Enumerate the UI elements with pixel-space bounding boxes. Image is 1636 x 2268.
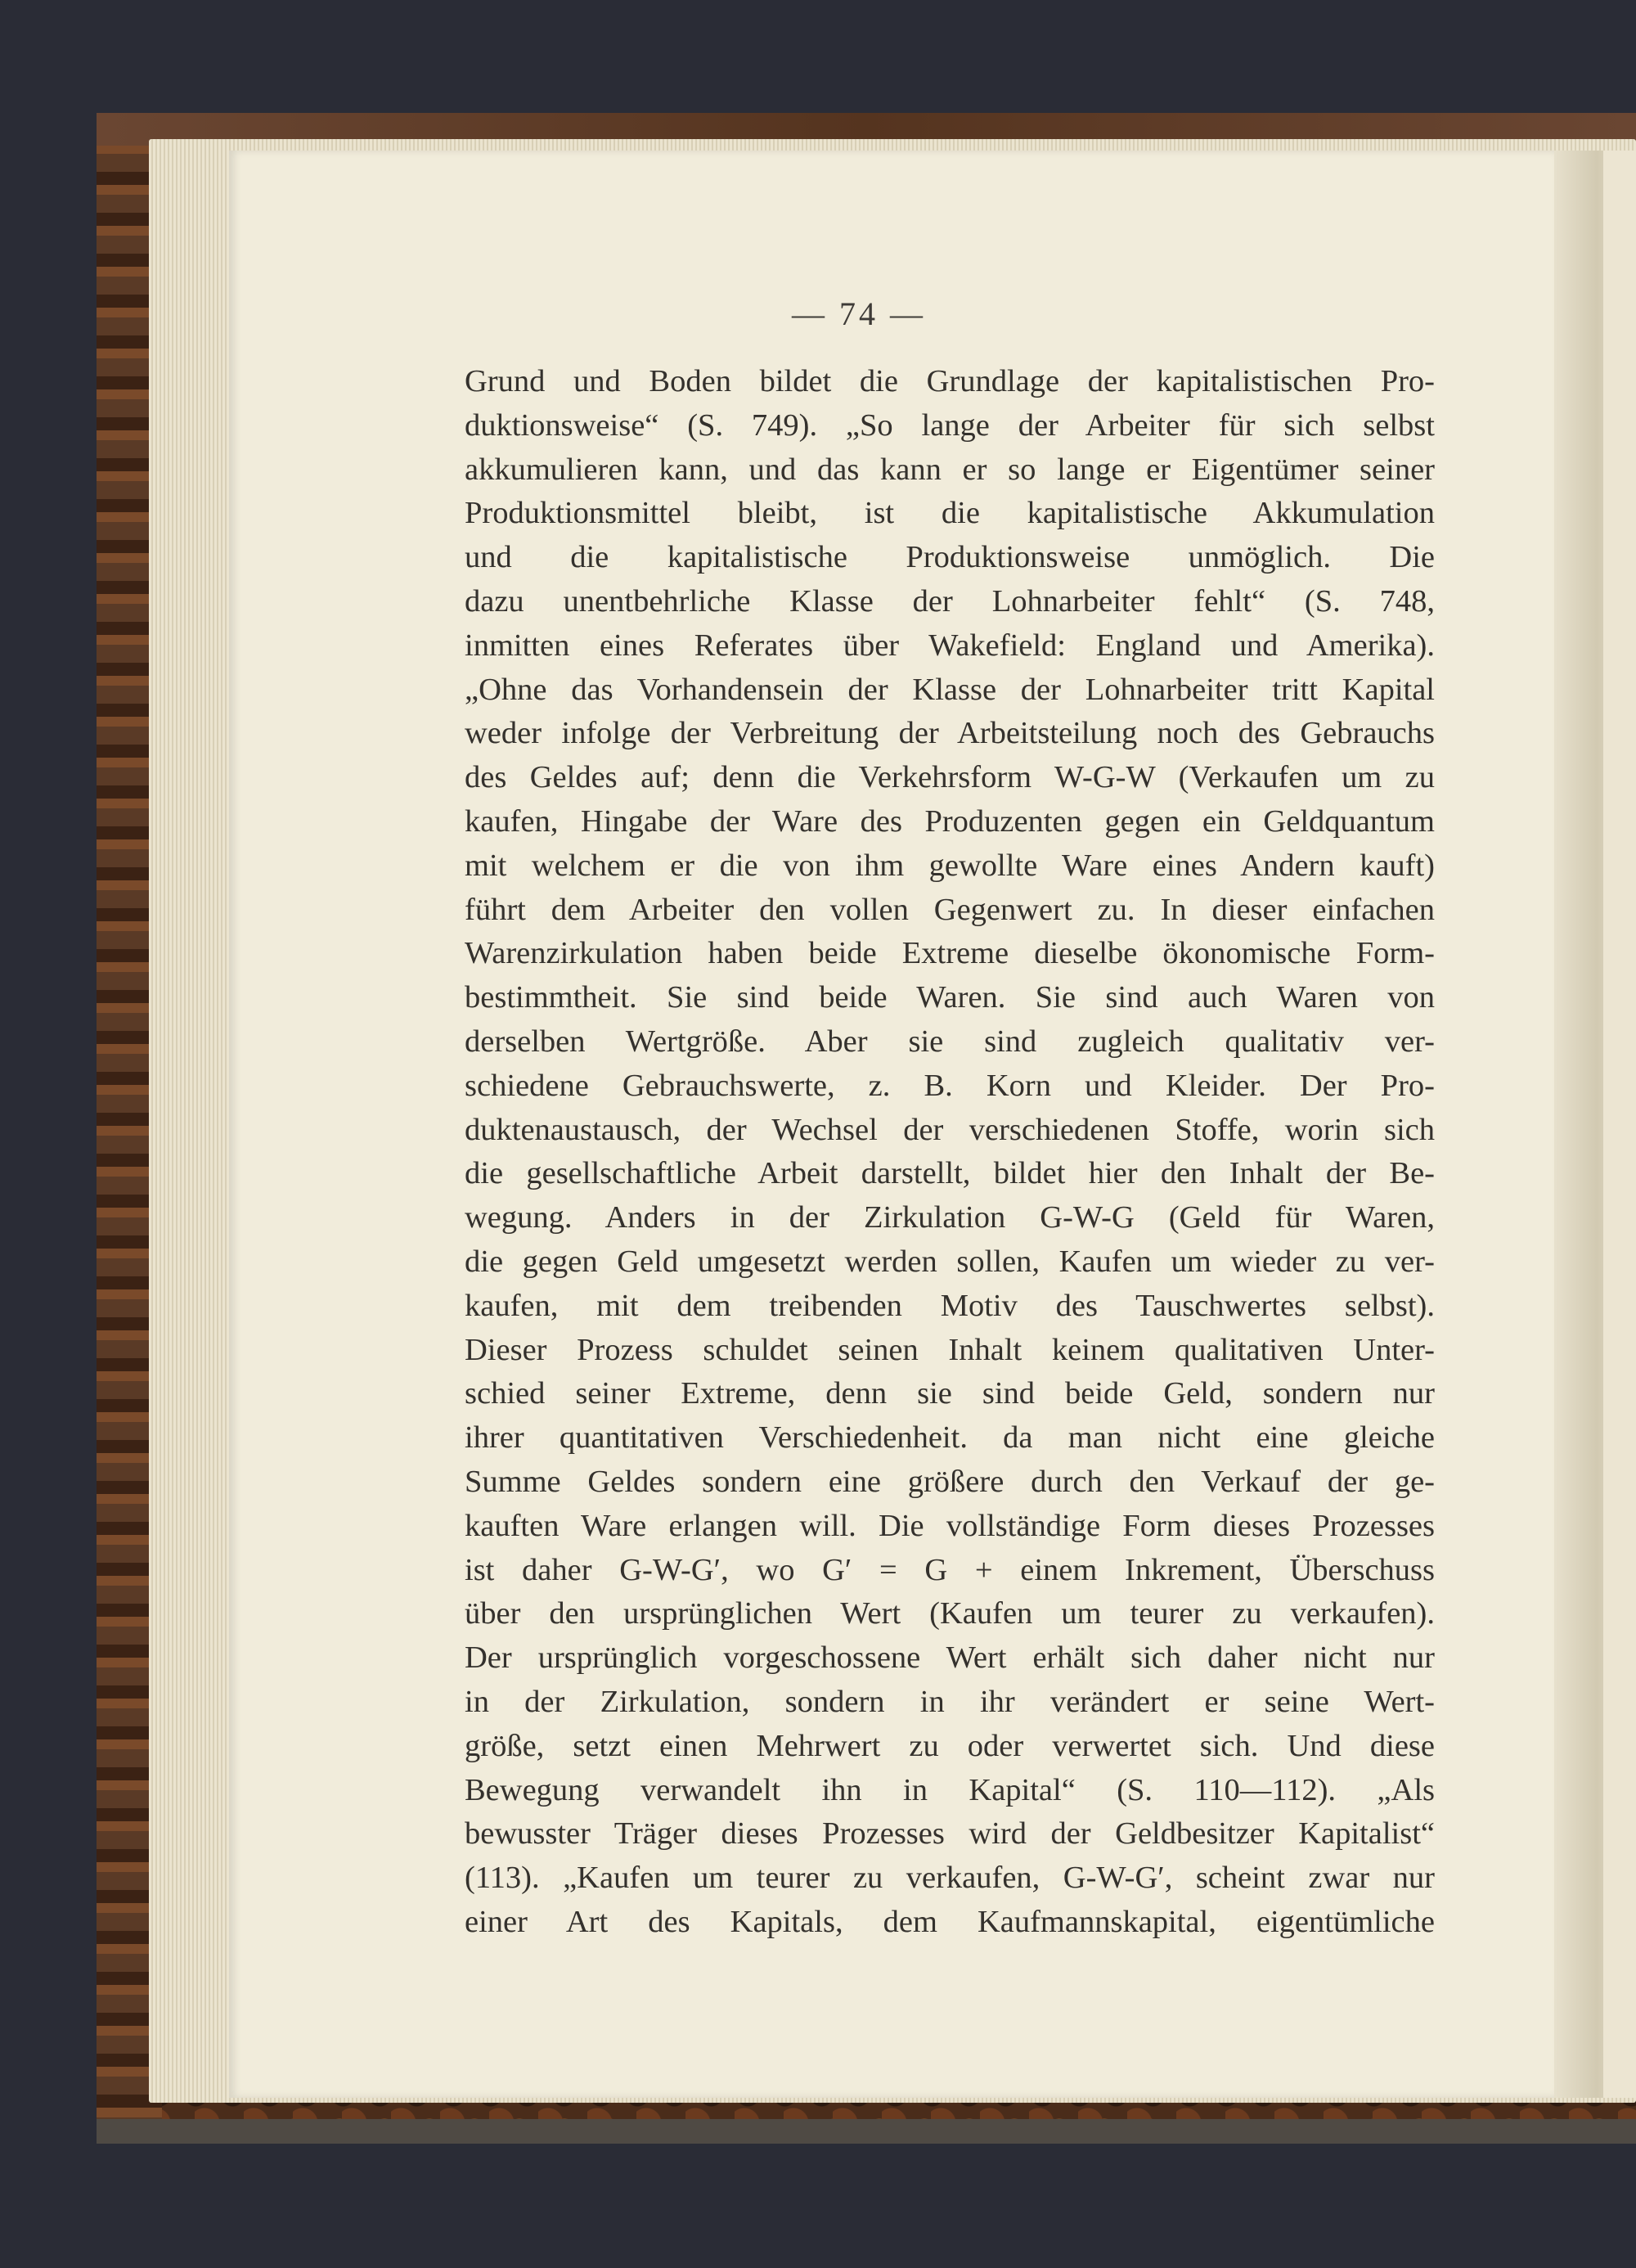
text-line: „Ohne das Vorhandensein der Klasse der Lohnarbeiter tritt Kapital <box>465 672 1435 707</box>
text-line: dazu unentbehrliche Klasse der Lohnarbeiter fehlt“ (S. 748, <box>465 583 1435 619</box>
cover-bottom-edge <box>97 2119 1636 2144</box>
text-line: duktenaustausch, der Wechsel der verschiedenen Stoffe, worin sich <box>465 1112 1435 1147</box>
text-line: führt dem Arbeiter den vollen Gegenwert zu. In dieser einfachen <box>465 892 1435 927</box>
text-line: des Geldes auf; denn die Verkehrsform W-G-W (Verkaufen um zu <box>465 760 1435 795</box>
text-line: duktionsweise“ (S. 749). „So lange der Arbeiter für sich selbst <box>465 407 1435 443</box>
text-line: mit welchem er die von ihm gewollte Ware eines Andern kauft) <box>465 848 1435 883</box>
text-line: schied seiner Extreme, denn sie sind beide Geld, sondern nur <box>465 1376 1435 1411</box>
text-line: kaufen, mit dem treibenden Motiv des Tauschwertes selbst). <box>465 1288 1435 1323</box>
page-number: — 74 — <box>792 295 926 332</box>
text-line: Bewegung verwandelt ihn in Kapital“ (S. 110—112). „Als <box>465 1772 1435 1807</box>
text-line: Summe Geldes sondern eine größere durch den Verkauf der ge- <box>465 1464 1435 1499</box>
text-line: bestimmtheit. Sie sind beide Waren. Sie sind auch Waren von <box>465 980 1435 1015</box>
text-line: die gesellschaftliche Arbeit darstellt, bildet hier den Inhalt der Be- <box>465 1156 1435 1191</box>
text-line: weder infolge der Verbreitung der Arbeitsteilung noch des Gebrauchs <box>465 716 1435 751</box>
text-line: größe, setzt einen Mehrwert zu oder verwertet sich. Und diese <box>465 1728 1435 1763</box>
body-text <box>465 360 1435 1945</box>
text-line: inmitten eines Referates über Wakefield: England und Amerika). <box>465 628 1435 663</box>
text-line: über den ursprünglichen Wert (Kaufen um teurer zu verkaufen). <box>465 1596 1435 1631</box>
text-line: ist daher G-W-G′, wo G′ = G + einem Inkrement, Überschuss <box>465 1552 1435 1587</box>
text-line: Grund und Boden bildet die Grundlage der kapitalistischen Pro- <box>465 364 1435 398</box>
text-line: (113). „Kaufen um teurer zu verkaufen, G-W-G′, scheint zwar nur <box>465 1861 1435 1896</box>
text-line: Dieser Prozess schuldet seinen Inhalt keinem qualitativen Unter- <box>465 1332 1435 1367</box>
text-line: kaufen, Hingabe der Ware des Produzenten gegen ein Geldquantum <box>465 803 1435 839</box>
text-line: schiedene Gebrauchswerte, z. B. Korn und Kleider. Der Pro- <box>465 1068 1435 1103</box>
text-line: Warenzirkulation haben beide Extreme dieselbe ökonomische Form- <box>465 936 1435 971</box>
text-line: einer Art des Kapitals, dem Kaufmannskapital, eigentümliche <box>465 1904 1435 1939</box>
text-line: und die kapitalistische Produktionsweise unmöglich. Die <box>465 540 1435 575</box>
text-line: in der Zirkulation, sondern in ihr verändert er seine Wert- <box>465 1684 1435 1719</box>
text-line: die gegen Geld umgesetzt werden sollen, Kaufen um wieder zu ver- <box>465 1244 1435 1279</box>
text-line: Produktionsmittel bleibt, ist die kapitalistische Akkumulation <box>465 496 1435 531</box>
text-line: bewusster Träger dieses Prozesses wird der Geldbesitzer Kapitalist“ <box>465 1816 1435 1852</box>
text-line: derselben Wertgröße. Aber sie sind zugleich qualitativ ver- <box>465 1024 1435 1059</box>
text-line: kauften Ware erlangen will. Die vollständige Form dieses Prozesses <box>465 1508 1435 1543</box>
text-line: Der ursprünglich vorgeschossene Wert erhält sich daher nicht nur <box>465 1640 1435 1676</box>
text-line: wegung. Anders in der Zirkulation G-W-G (Geld für Waren, <box>465 1200 1435 1235</box>
text-line: ihrer quantitativen Verschiedenheit. da man nicht eine gleiche <box>465 1420 1435 1456</box>
facing-page-sliver <box>1603 151 1636 2098</box>
text-line: akkumulieren kann, und das kann er so lange er Eigentümer seiner <box>465 452 1435 487</box>
